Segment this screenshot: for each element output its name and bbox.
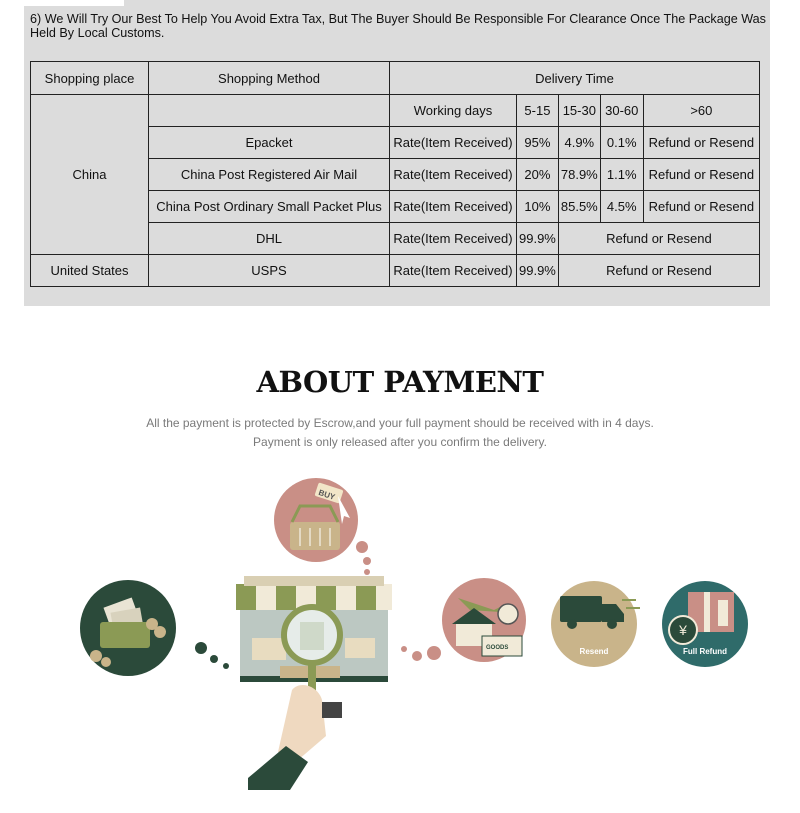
cell-value: 78.9% [558, 159, 600, 191]
cell-value: Refund or Resend [643, 191, 759, 223]
dot-icon [210, 655, 218, 663]
cell-method: Epacket [149, 127, 390, 159]
dot-icon [364, 569, 370, 575]
table-row [31, 255, 760, 287]
buy-basket-icon [274, 478, 358, 562]
cell-value: 95% [517, 127, 559, 159]
cell-value: 1.1% [600, 159, 643, 191]
cell-value: Refund or Resend [643, 127, 759, 159]
dot-icon [195, 642, 207, 654]
dot-icon [427, 646, 441, 660]
cell-value: 0.1% [600, 127, 643, 159]
cell-method: DHL [149, 223, 390, 255]
cell-empty [149, 95, 390, 127]
cell-col-5-15: 5-15 [517, 95, 559, 127]
wallet-money-icon [80, 580, 176, 676]
cell-value-merged: Refund or Resend [558, 255, 759, 287]
cell-col-60: >60 [643, 95, 759, 127]
magnifier-icon [284, 607, 340, 700]
goods-tag: GOODS [486, 645, 509, 651]
payment-process-illustration [0, 460, 800, 790]
resend-truck-icon [551, 581, 640, 667]
table-row [31, 95, 760, 127]
cell-place-us: United States [31, 255, 149, 287]
cell-method: China Post Registered Air Mail [149, 159, 390, 191]
cell-value: 99.9% [517, 255, 559, 287]
dot-icon [363, 557, 371, 565]
dot-icon [356, 541, 368, 553]
full-refund-label: Full Refund [683, 647, 727, 656]
cell-value: 4.9% [558, 127, 600, 159]
payment-line-1: All the payment is protected by Escrow,and your full payment should be received with in 4 days. [146, 416, 654, 430]
cell-method: China Post Ordinary Small Packet Plus [149, 191, 390, 223]
cell-place-china: China [31, 95, 149, 255]
header-delivery-time: Delivery Time [390, 62, 760, 95]
cell-rate-label: Rate(Item Received) [390, 127, 517, 159]
cell-value-merged: Refund or Resend [558, 223, 759, 255]
cell-method: USPS [149, 255, 390, 287]
cell-value: 20% [517, 159, 559, 191]
cell-rate-label: Rate(Item Received) [390, 191, 517, 223]
resend-label: Resend [579, 647, 609, 656]
buy-tag: BUY [317, 488, 337, 502]
cell-value: 4.5% [600, 191, 643, 223]
cell-value: Refund or Resend [643, 159, 759, 191]
payment-line-2: Payment is only released after you confirm the delivery. [253, 435, 547, 449]
dot-icon [412, 651, 422, 661]
cell-value: 99.9% [517, 223, 559, 255]
cell-rate-label: Rate(Item Received) [390, 159, 517, 191]
payment-title: ABOUT PAYMENT [256, 365, 544, 399]
dot-icon [223, 663, 229, 669]
shipping-table [30, 61, 760, 287]
svg-text:¥: ¥ [679, 622, 687, 638]
cell-value: 10% [517, 191, 559, 223]
cell-value: 85.5% [558, 191, 600, 223]
dot-icon [401, 646, 407, 652]
cell-col-15-30: 15-30 [558, 95, 600, 127]
shipping-delivery-icon [442, 578, 526, 662]
cell-rate-label: Rate(Item Received) [390, 255, 517, 287]
header-shopping-method: Shopping Method [149, 62, 390, 95]
table-header-row [31, 62, 760, 95]
header-shopping-place: Shopping place [31, 62, 149, 95]
full-refund-icon [662, 581, 748, 667]
hand-icon [248, 685, 342, 790]
panel-notch [24, 0, 124, 6]
cell-working-days: Working days [390, 95, 517, 127]
cell-rate-label: Rate(Item Received) [390, 223, 517, 255]
customs-notice: 6) We Will Try Our Best To Help You Avoid Extra Tax, But The Buyer Should Be Responsible For Clearance Once The Package Was Held By Local Customs. [30, 12, 766, 40]
cell-col-30-60: 30-60 [600, 95, 643, 127]
